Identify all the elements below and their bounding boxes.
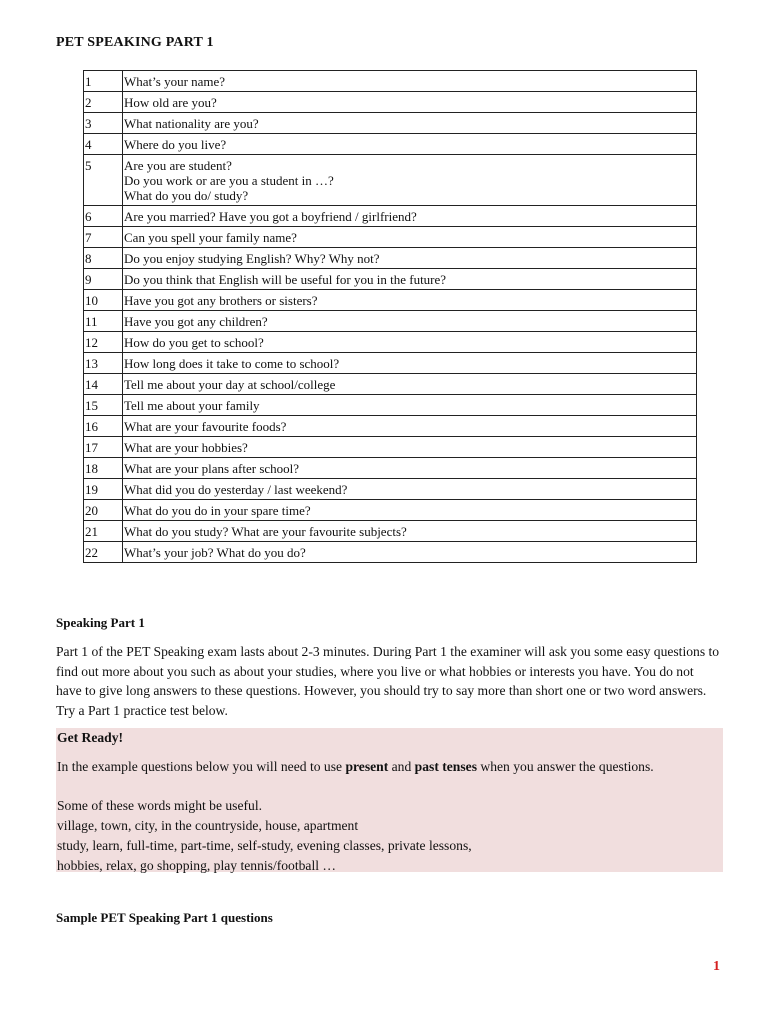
useful-words-line: study, learn, full-time, part-time, self-study, evening classes, private lessons,: [57, 838, 472, 853]
question-line: What are your hobbies?: [124, 440, 248, 455]
question-text: [123, 416, 697, 437]
question-text: [123, 248, 697, 269]
question-text: [123, 71, 697, 92]
question-number: 15: [84, 395, 123, 416]
question-line: Are you are student?: [124, 158, 232, 173]
question-line: Have you got any children?: [124, 314, 268, 329]
question-line: Do you work or are you a student in …?: [124, 173, 334, 188]
question-text: [123, 332, 697, 353]
question-number: 7: [84, 227, 123, 248]
sample-questions-heading: Sample PET Speaking Part 1 questions: [56, 910, 273, 925]
question-number: 16: [84, 416, 123, 437]
questions-table: [83, 70, 697, 563]
question-text: [123, 92, 697, 113]
question-line: How do you get to school?: [124, 335, 264, 350]
question-text: [123, 437, 697, 458]
question-number: 17: [84, 437, 123, 458]
question-number: 8: [84, 248, 123, 269]
question-text: [123, 542, 697, 563]
question-number: 21: [84, 521, 123, 542]
question-number: 12: [84, 332, 123, 353]
question-line: What do you study? What are your favourite subjects?: [124, 524, 407, 539]
table-row: [84, 269, 697, 290]
question-number: 10: [84, 290, 123, 311]
question-text: [123, 374, 697, 395]
question-line: Are you married? Have you got a boyfriend / girlfriend?: [124, 209, 417, 224]
question-line: What do you do in your spare time?: [124, 503, 311, 518]
question-text: [123, 458, 697, 479]
table-row: [84, 92, 697, 113]
table-row: [84, 416, 697, 437]
get-ready-box: [56, 728, 723, 872]
table-row: [84, 311, 697, 332]
question-text: [123, 227, 697, 248]
question-number: 13: [84, 353, 123, 374]
instruction-text-after: when you answer the questions.: [476, 759, 654, 774]
useful-words-line: village, town, city, in the countryside, house, apartment: [57, 818, 359, 833]
question-number: 3: [84, 113, 123, 134]
question-text: [123, 353, 697, 374]
table-row: [84, 542, 697, 563]
table-row: [84, 458, 697, 479]
question-number: 18: [84, 458, 123, 479]
table-row: [84, 71, 697, 92]
question-number: 1: [84, 71, 123, 92]
question-line: What do you do/ study?: [124, 188, 249, 203]
question-line: What did you do yesterday / last weekend?: [124, 482, 348, 497]
question-number: 4: [84, 134, 123, 155]
table-row: [84, 134, 697, 155]
instruction-text-before: In the example questions below you will need to use: [57, 759, 346, 774]
table-row: [84, 500, 697, 521]
question-number: 20: [84, 500, 123, 521]
table-row: [84, 206, 697, 227]
question-text: [123, 206, 697, 227]
table-row: [84, 479, 697, 500]
table-row: [84, 290, 697, 311]
question-text: [123, 134, 697, 155]
question-text: [123, 269, 697, 290]
question-line: How long does it take to come to school?: [124, 356, 340, 371]
question-number: 6: [84, 206, 123, 227]
instruction-text-and: and: [388, 759, 415, 774]
question-line: What’s your name?: [124, 74, 226, 89]
question-line: Do you think that English will be useful for you in the future?: [124, 272, 447, 287]
page-title: PET SPEAKING PART 1: [56, 35, 214, 50]
question-line: Do you enjoy studying English? Why? Why not?: [124, 251, 380, 266]
instruction-bold-present: present: [345, 759, 389, 774]
get-ready-heading: Get Ready!: [57, 730, 124, 745]
table-row: [84, 374, 697, 395]
question-text: [123, 479, 697, 500]
question-number: 22: [84, 542, 123, 563]
table-row: [84, 437, 697, 458]
table-row: [84, 395, 697, 416]
table-row: [84, 113, 697, 134]
table-row: [84, 521, 697, 542]
question-number: 11: [84, 311, 123, 332]
question-line: What’s your job? What do you do?: [124, 545, 306, 560]
get-ready-instruction: [57, 759, 654, 775]
question-text: [123, 500, 697, 521]
question-text: [123, 290, 697, 311]
useful-words: [57, 796, 472, 876]
question-number: 14: [84, 374, 123, 395]
table-row: [84, 353, 697, 374]
question-text: [123, 155, 697, 206]
question-number: 2: [84, 92, 123, 113]
question-line: How old are you?: [124, 95, 217, 110]
question-line: What nationality are you?: [124, 116, 259, 131]
instruction-bold-past: past tenses: [414, 759, 477, 774]
question-line: What are your plans after school?: [124, 461, 300, 476]
question-text: [123, 395, 697, 416]
question-number: 5: [84, 155, 123, 206]
question-line: Tell me about your day at school/college: [124, 377, 336, 392]
table-row: [84, 332, 697, 353]
question-text: [123, 311, 697, 332]
question-line: Tell me about your family: [124, 398, 260, 413]
useful-words-line: hobbies, relax, go shopping, play tennis/football …: [57, 858, 337, 873]
question-line: What are your favourite foods?: [124, 419, 287, 434]
question-line: Have you got any brothers or sisters?: [124, 293, 318, 308]
question-number: 19: [84, 479, 123, 500]
question-line: Can you spell your family name?: [124, 230, 297, 245]
question-text: [123, 521, 697, 542]
table-row: [84, 248, 697, 269]
questions-table-body: [84, 71, 697, 563]
question-line: Where do you live?: [124, 137, 227, 152]
page-number: 1: [713, 959, 720, 974]
table-row: [84, 155, 697, 206]
table-row: [84, 227, 697, 248]
intro-paragraph: Part 1 of the PET Speaking exam lasts about 2-3 minutes. During Part 1 the examiner will ask you some easy questions to find out more about you such as about your studies, where you live or what hobbies or interests you have. You do not have to give long answers to these questions. However, you should try to say more than short one or two word answers. Try a Part 1 practice test below.: [56, 644, 720, 718]
speaking-part-heading: Speaking Part 1: [56, 615, 145, 630]
question-number: 9: [84, 269, 123, 290]
useful-words-intro: Some of these words might be useful.: [57, 798, 263, 813]
question-text: [123, 113, 697, 134]
